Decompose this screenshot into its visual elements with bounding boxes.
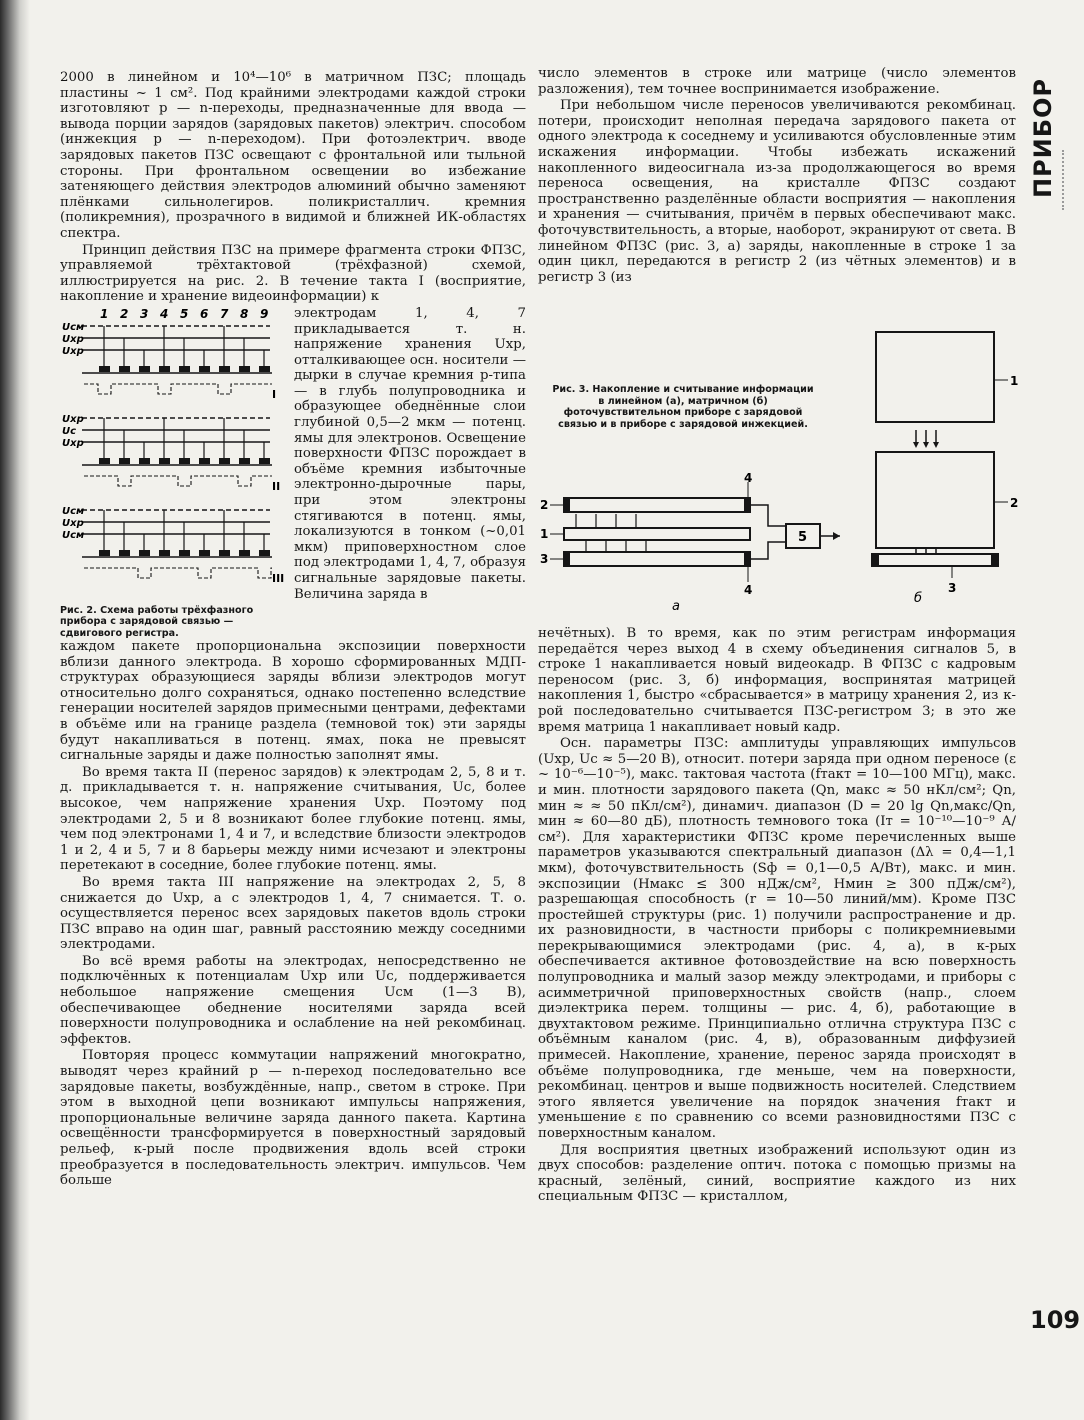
figure-2-block (60, 306, 526, 639)
label-register-3: 3 (948, 581, 957, 595)
electrode (219, 458, 230, 464)
electrode (119, 366, 130, 372)
electrode (259, 458, 270, 464)
paragraph: При небольшом числе переносов увеличиваются рекомбинац. потери, происходит неполная передача зарядового пакета от одного электрода к соседнему и усиливаются обусловленные этим искажения информации. Чтобы избежать искажений накопленного видеосигнала из-за продолжающегося во время переноса освещения, на кристалле ФПЗС создают пространственно разделённые области восприятия — накопления и хранения — считывания, причём в первых обеспечивают макс. фоточувствительность, а вторые, наоборот, экранируют от света. В линейном ФПЗС (рис. 3, а) заряды, накопленные в строке 1 за один цикл, передаются в регистр 2 (из чётных элементов) и в регистр 3 (из (538, 98, 1016, 285)
register-2-end (564, 498, 570, 512)
electrode-number: 7 (220, 306, 229, 321)
electrode (179, 366, 190, 372)
storage-matrix-2 (876, 452, 994, 548)
electrode (239, 550, 250, 556)
paragraph: 2000 в линейном и 10⁴—10⁶ в матричном ПЗС; площадь пластины ~ 1 см². Под крайними электродами каждой строки изготовляют p — n-переходы, предназначенные для ввода — вывода порции зарядов (зарядовых пакетов) электрич. способом (инжекция p — n-переходом). При фотоэлектрич. вводе зарядовых пакетов ПЗС освещают с фронтальной или тыльной стороны. При фронтальном освещении во избежание затеняющего действия электродов алюминий обычно заменяют плёнками сильнолегиров. поликристаллич. кремния (поликремния), прозрачного в видимой и ближней ИК-областях спектра. (60, 70, 526, 241)
electrode-number: 6 (200, 306, 209, 321)
electrode (199, 550, 210, 556)
accumulation-matrix-1 (876, 332, 994, 422)
paragraph: каждом пакете пропорциональна экспозиции поверхности вблизи данного электрода. В хорошо сформированных МДП-структурах образующиеся заряды вблизи электродов могут относительно долго сохраняться, однако постепенно вследствие генерации носителей зарядов примесными центрами, дефектами в объёме или на границе раздела (темновой ток) эти заряды будут накапливаться в потенц. ямах, пока не превысят сигнальные заряды и даже полностью заполнят ямы. (60, 639, 526, 764)
dump-arrows (916, 430, 936, 554)
register-2-end (744, 498, 750, 512)
electrode (239, 366, 250, 372)
electrode-number: 3 (140, 306, 149, 321)
electrode-number: 9 (260, 306, 269, 321)
register-3-end (744, 552, 750, 566)
register-end (991, 554, 998, 566)
voltage-label: Uсм (62, 505, 85, 517)
electrode (119, 458, 130, 464)
phase-label: II (272, 479, 281, 493)
electrode (139, 458, 150, 464)
output-arrow (833, 532, 840, 540)
electrode (179, 550, 190, 556)
potential-profile (84, 384, 272, 394)
figure-2-diagram (60, 306, 286, 596)
label-matrix-2: 2 (1010, 496, 1019, 510)
section-tab (1028, 64, 1058, 212)
register-end (872, 554, 879, 566)
electrode (239, 458, 250, 464)
paragraph: число элементов в строке или матрице (число элементов разложения), тем точнее воспринимается изображение. (538, 66, 1016, 97)
subfigure-label-a: а (672, 599, 680, 614)
electrode (219, 366, 230, 372)
paragraph: Повторяя процесс коммутации напряжений многократно, выводят через крайний p — n-переход последовательно все зарядовые пакеты, возбуждённые, напр., светом в строке. При этом в выходной цепи возникают импульсы напряжения, пропорциональные величине заряда данного пакета. Картина освещённости трансформируется в поверхностный зарядовый рельеф, к-рый после продвижения вдоль всей строки преобразуется в последовательность электрич. импульсов. Чем больше (60, 1048, 526, 1189)
electrode (99, 458, 110, 464)
electrode (119, 550, 130, 556)
voltage-label: Uхр (62, 333, 84, 345)
electrode (139, 366, 150, 372)
paragraph: нечётных). В то время, как по этим регистрам информация передаётся через выход 4 в схему объединения сигналов 5, в строке 1 накапливается новый видеокадр. В ФПЗС с кадровым переносом (рис. 3, б) информация, воспринятая матрицей накопления 1, быстро «сбрасывается» в матрицу хранения 2, из к-рой последовательно считывается ПЗС-регистром 3; в это же время матрица 1 накапливает новый кадр. (538, 626, 1016, 735)
voltage-label: Uс (62, 425, 77, 437)
output-register-3 (872, 554, 998, 566)
paragraph: Во время такта II (перенос зарядов) к электродам 2, 5, 8 и т. д. прикладывается т. н. напряжение считывания, Uс, более высокое, чем напряжение хранения Uхр. Поэтому под электродами 2, 5 и 8 возникают более глубокие потенц. ямы, чем под электронами 1, 4 и 7, и вследствие близости электродов 1 и 2, 4 и 5, 7 и 8 барьеры между ними исчезают и электроны перетекают в соседние, более глубокие потенц. ямы. (60, 764, 526, 874)
electrode (219, 550, 230, 556)
electrode (259, 550, 270, 556)
electrode (159, 550, 170, 556)
section-tab-label: ПРИБОР (1029, 77, 1058, 199)
electrode (159, 458, 170, 464)
paragraph: Принцип действия ПЗС на примере фрагмента строки ФПЗС, управляемой трёхтактовой (трёхфазной) схемой, иллюстрируется на рис. 2. В течение такта I (восприятие, накопление и хранение видеоинформации) к (60, 242, 526, 305)
register-3 (564, 552, 750, 566)
signal-line (750, 542, 786, 559)
photosensitive-line-1 (564, 528, 750, 540)
left-column (60, 70, 526, 1190)
paragraph: Во время такта III напряжение на электродах 2, 5, 8 снижается до Uхр, а с электродов 1, 4, 7 снимается. Т. о. осуществляется перенос всех зарядовых пакетов вдоль строки ПЗС вправо на один шаг, равный расстоянию между соседними электродами. (60, 874, 526, 953)
electrode (159, 366, 170, 372)
voltage-label: Uхр (62, 517, 84, 529)
voltage-label: Uхр (62, 437, 84, 449)
label-output-4: 4 (744, 471, 753, 485)
voltage-label: Uхр (62, 345, 84, 357)
label-combiner-5: 5 (798, 530, 808, 545)
electrode (259, 366, 270, 372)
right-column-bottom (538, 626, 1016, 1206)
label-register-2: 2 (540, 498, 549, 512)
paragraph-beside-figure: электродам 1, 4, 7 прикладывается т. н. напряжение хранения Uхр, отталкивающее осн. носители — дырки в случае кремния p-типа — в глубь полупроводника и образующее обеднённые слои глубиной 0,5—2 мкм — потенц. ямы для электронов. Освещение поверхности ФПЗС порождает в объёме кремния избыточные электронно-дырочные пары, при этом электроны стягиваются в потенц. ямы, локализуются в тонком (~0,01 мкм) приповерхностном слое под электродами 1, 4, 7, образуя сигнальные зарядовые пакеты. Величина заряда в (294, 305, 526, 602)
paragraph: Во всё время работы на электродах, непосредственно не подключённых к потенциалам Uхр или Uс, поддерживается небольшое напряжение смещения Uсм (1—3 В), обеспечивающее обеднение носителями заряда всей поверхности полупроводника и ослабление на ней рекомбинац. эффектов. (60, 953, 526, 1047)
voltage-label: Uхр (62, 413, 84, 425)
label-matrix-1: 1 (1010, 374, 1019, 388)
voltage-label: Uсм (62, 529, 85, 541)
figure-2-caption: Рис. 2. Схема работы трёхфазного прибора с зарядовой связью — сдвигового регистра. (60, 604, 254, 639)
phase-label: I (272, 387, 277, 401)
electrode-number: 1 (100, 306, 109, 321)
potential-profile (84, 568, 272, 578)
paragraph: Для восприятия цветных изображений используют один из двух способов: разделение оптич. потока с помощью призмы на красный, зелёный, синий, восприятие каждого из них специальным ФПЗС — кристаллом, (538, 1142, 1016, 1205)
page-number: 109 (1030, 1306, 1081, 1334)
electrode (139, 550, 150, 556)
right-column-top (538, 66, 1016, 286)
scan-mark (1062, 150, 1076, 210)
phase-label: III (272, 571, 285, 585)
figure-3-diagram (536, 330, 1026, 620)
electrode (99, 366, 110, 372)
potential-profile (84, 476, 272, 486)
electrode (99, 550, 110, 556)
subfigure-label-b: б (914, 591, 923, 606)
signal-line (750, 505, 786, 526)
figure-2 (60, 306, 286, 639)
label-output-4: 4 (744, 583, 753, 597)
electrode-number: 5 (180, 306, 189, 321)
register-3-end (564, 552, 570, 566)
figure-3-caption: Рис. 3. Накопление и считывание информации в линейном (а), матричном (б) фоточувствительном приборе с зарядовой связью и в приборе с зарядовой инжекцией. (552, 384, 814, 430)
electrode-number: 2 (120, 306, 129, 321)
paragraph: Осн. параметры ПЗС: амплитуды управляющих импульсов (Uхр, Uс ≈ 5—20 В), относит. потери заряда при одном переносе (ε ~ 10⁻⁶—10⁻⁵), макс. тактовая частота (fтакт = 10—100 МГц), макс. и мин. плотности зарядового пакета (Qn, макс ≈ 50 нКл/см²; Qn, мин ≈ ≈ 50 пКл/см²), динамич. диапазон (D = 20 lg Qn,макс/Qn, мин ≈ 60—80 дБ), плотность темнового тока (Iт = 10⁻¹⁰—10⁻⁹ А/см²). Для характеристики ФПЗС кроме перечисленных выше параметров указываются спектральный диапазон (Δλ = 0,4—1,1 мкм), фоточувствительность (Sф = 0,1—0,5 А/Вт), макс. и мин. экспозиции (Hмакс ≤ 300 нДж/см², Hмин ≥ 300 пДж/см²), разрешающая способность (r = 10—50 линий/мм). Кроме ПЗС простейшей структуры (рис. 1) получили распространение и др. их разновидности, в частности приборы с поликремниевыми перекрывающимися электродами (рис. 4, а), в к-рых обеспечивается активное фотовоздействие на всю поверхность полупроводника и малый зазор между электродами, и приборы с асимметричной приповерхностных свойств (напр., слоем диэлектрика перем. толщины — рис. 4, б), работающие в двухтактовом режиме. Принципиально отлична структура ПЗС с объёмным каналом (рис. 4, в), образованным диффузией примесей. Накопление, хранение, перенос заряда происходят в объёме полупроводника, где меньше, чем на поверхности, рекомбинац. центров и выше подвижность носителей. Следствием этого является увеличение на порядок значения fтакт и уменьшение ε по сравнению со всеми разновидностями ПЗС с поверхностным каналом. (538, 736, 1016, 1141)
electrode (199, 366, 210, 372)
register-2 (564, 498, 750, 512)
electrode-number: 8 (240, 306, 249, 321)
electrode (199, 458, 210, 464)
electrode-number: 4 (160, 306, 169, 321)
label-register-3: 3 (540, 552, 549, 566)
label-line-1: 1 (540, 527, 549, 541)
transfer-arrows (576, 514, 646, 551)
voltage-label: Uсм (62, 321, 85, 333)
dump-arrowheads (913, 442, 939, 448)
scan-edge-shadow (0, 0, 30, 1420)
electrode (179, 458, 190, 464)
